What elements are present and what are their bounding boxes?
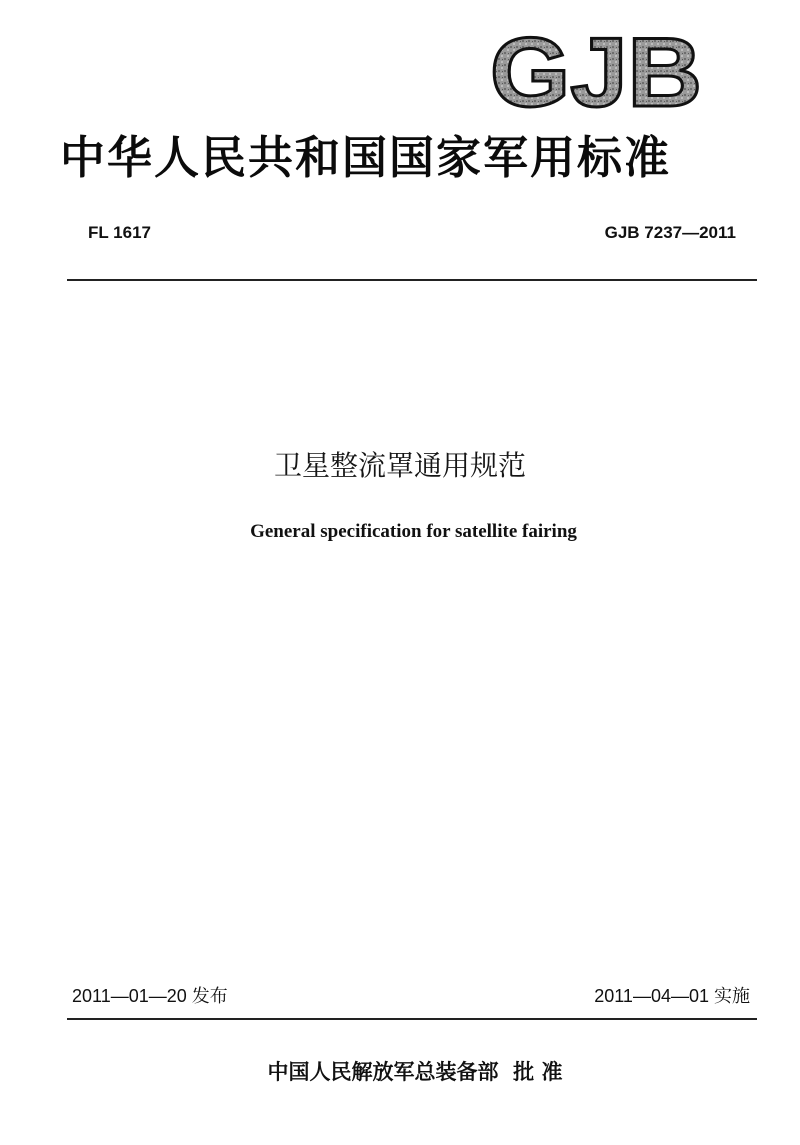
classification-code: FL 1617	[88, 223, 152, 242]
document-title-cn: 卫星整流罩通用规范	[273, 449, 526, 482]
implementation-date: 2011—04—01 实施	[594, 986, 750, 1006]
standard-code: GJB 7237—2011	[604, 223, 736, 242]
header-divider	[67, 279, 757, 281]
standard-title: 中华人民共和国国家军用标准	[60, 131, 672, 184]
issue-date: 2011—01—20 发布	[72, 986, 228, 1006]
document-title-en: General specification for satellite fairing	[250, 521, 577, 542]
gjb-logo-text: GJB	[490, 28, 702, 116]
gjb-logo	[486, 28, 706, 116]
footer-divider	[67, 1018, 757, 1020]
approving-authority: 中国人民解放军总装备部 批 准	[267, 1060, 563, 1084]
